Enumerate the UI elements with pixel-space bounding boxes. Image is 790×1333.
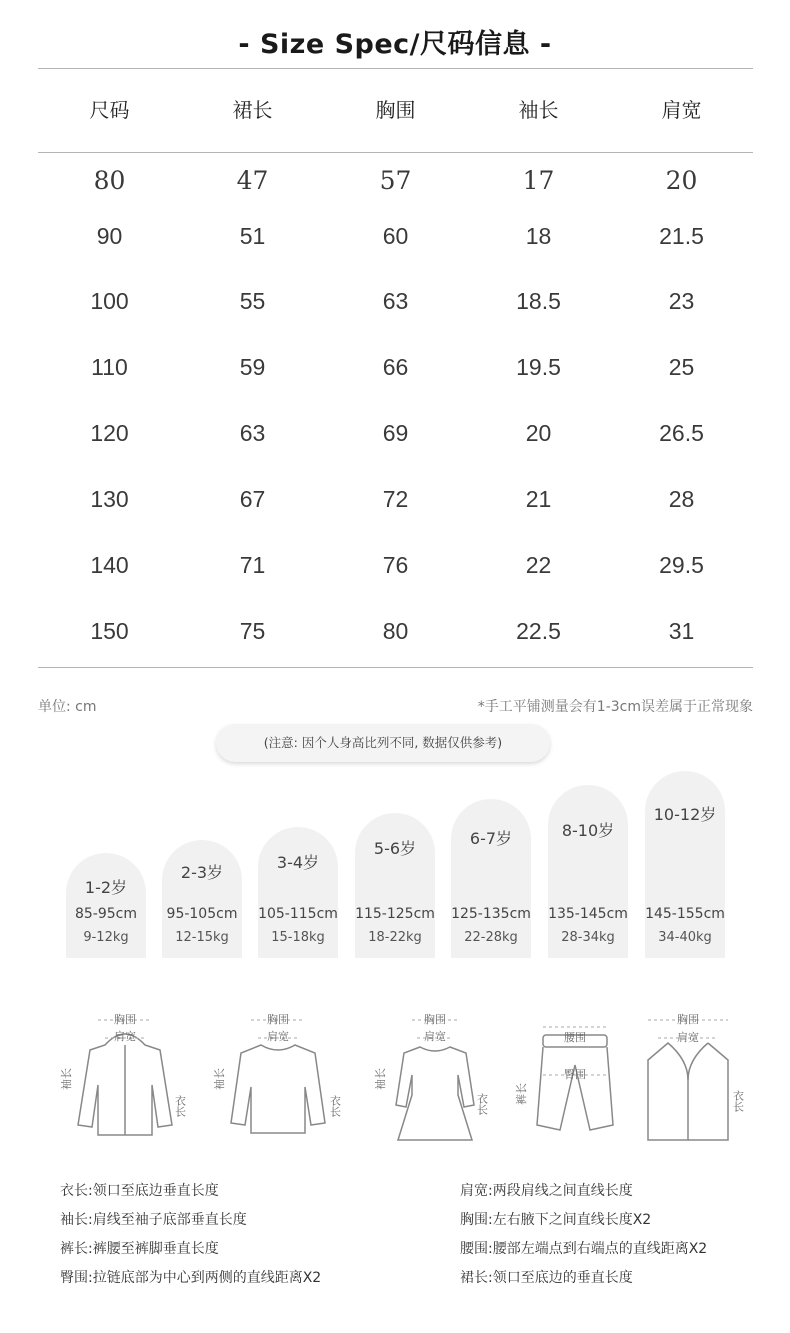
weight-range: 34-40kg [658, 930, 712, 945]
weight-range: 15-18kg [271, 930, 325, 945]
header-cell-size: 尺码 [89, 98, 130, 122]
table-cell: 100 [90, 288, 129, 314]
table-cell: 75 [239, 618, 266, 644]
height-range: 105-115cm [258, 906, 338, 922]
label-shoulder: 肩宽 [424, 1030, 446, 1043]
age-range-label: 10-12岁 [653, 805, 717, 824]
table-cell: 18 [525, 223, 552, 249]
header-cell-sleeve: 袖长 [518, 98, 559, 122]
age-range-label: 8-10岁 [561, 821, 615, 840]
notice-pill: (注意: 因个人身高比列不同, 数据仅供参考) [216, 724, 550, 762]
table-cell: 51 [239, 223, 266, 249]
table-cell: 23 [668, 288, 695, 314]
table-row [38, 223, 753, 250]
table-cell: 90 [96, 223, 123, 249]
table-row [38, 166, 753, 195]
table-cell: 31 [668, 618, 695, 644]
label-sleeve: 袖长 [374, 1068, 387, 1090]
definition-left-3: 裤长:裤腰至裤脚垂直长度 [60, 1241, 219, 1257]
age-range-label: 2-3岁 [180, 863, 224, 882]
table-row [38, 486, 753, 513]
jacket-diagram [60, 1005, 190, 1145]
tolerance-note: *手工平铺测量会有1-3cm误差属于正常现象 [477, 699, 753, 715]
table-cell: 26.5 [659, 420, 704, 446]
height-range: 125-135cm [451, 906, 531, 922]
label-chest: 胸围 [677, 1013, 699, 1026]
age-range-label: 5-6岁 [373, 839, 417, 858]
table-cell: 71 [239, 552, 266, 578]
table-cell: 72 [382, 486, 409, 512]
definition-right-3: 腰围:腰部左端点到右端点的直线距离X2 [460, 1241, 708, 1257]
header-cell-chest: 胸围 [375, 98, 416, 122]
definition-left-4: 臀围:拉链底部为中心到两侧的直线距离X2 [60, 1270, 322, 1286]
table-cell: 22 [525, 552, 552, 578]
height-range: 95-105cm [166, 906, 238, 922]
table-cell: 120 [90, 420, 129, 446]
table-row [38, 288, 753, 315]
table-cell: 55 [239, 288, 266, 314]
table-cell: 69 [382, 420, 409, 446]
height-range: 145-155cm [645, 906, 725, 922]
weight-range: 12-15kg [175, 930, 229, 945]
table-header [38, 94, 753, 123]
table-row [38, 618, 753, 645]
table-cell: 22.5 [516, 618, 561, 644]
weight-range: 18-22kg [368, 930, 422, 945]
weight-range: 28-34kg [561, 930, 615, 945]
height-range: 115-125cm [355, 906, 435, 922]
table-cell: 59 [239, 354, 266, 380]
table-cell: 80 [93, 166, 126, 195]
label-length: 衣长 [731, 1090, 745, 1112]
table-cell: 17 [522, 166, 555, 195]
dress-diagram [370, 1005, 500, 1145]
table-cell: 60 [382, 223, 409, 249]
definition-right-4: 裙长:领口至底边的垂直长度 [460, 1270, 633, 1286]
table-cell: 25 [668, 354, 695, 380]
table-cell: 150 [90, 618, 129, 644]
weight-range: 22-28kg [464, 930, 518, 945]
definition-right-1: 肩宽:两段肩线之间直线长度 [460, 1183, 633, 1199]
age-range-label: 1-2岁 [84, 878, 128, 897]
table-cell: 47 [236, 166, 269, 195]
table-cell: 21 [525, 486, 552, 512]
table-cell: 29.5 [659, 552, 704, 578]
label-length: 衣长 [475, 1093, 489, 1115]
age-range-label: 3-4岁 [276, 853, 320, 872]
definition-left-2: 袖长:肩线至袖子底部垂直长度 [60, 1212, 247, 1228]
table-cell: 76 [382, 552, 409, 578]
label-chest: 胸围 [424, 1013, 446, 1026]
table-cell: 110 [91, 354, 128, 380]
label-length: 衣长 [173, 1095, 187, 1117]
table-cell: 63 [382, 288, 409, 314]
header-cell-shoulder: 肩宽 [661, 98, 702, 122]
label-sleeve: 袖长 [60, 1068, 73, 1090]
table-cell: 18.5 [516, 288, 561, 314]
label-hip: 臀围 [564, 1068, 586, 1081]
height-range: 135-145cm [548, 906, 628, 922]
table-cell: 19.5 [516, 354, 561, 380]
table-cell: 20 [665, 166, 698, 195]
label-shoulder: 肩宽 [267, 1030, 289, 1043]
table-cell: 66 [382, 354, 409, 380]
table-cell: 57 [379, 166, 412, 195]
pants-diagram [515, 1005, 645, 1145]
divider-header [38, 152, 753, 153]
table-row [38, 552, 753, 579]
table-cell: 28 [668, 486, 695, 512]
label-chest: 胸围 [267, 1013, 289, 1026]
definition-right-2: 胸围:左右腋下之间直线长度X2 [460, 1212, 652, 1228]
divider-bottom [38, 667, 753, 668]
vest-diagram [628, 1005, 758, 1145]
table-cell: 140 [90, 552, 129, 578]
table-cell: 21.5 [659, 223, 704, 249]
table-cell: 63 [239, 420, 266, 446]
table-row [38, 354, 753, 381]
weight-range: 9-12kg [83, 930, 129, 945]
label-waist: 腰围 [564, 1031, 586, 1044]
table-cell: 130 [90, 486, 129, 512]
table-cell: 67 [239, 486, 266, 512]
table-cell: 20 [525, 420, 552, 446]
age-range-label: 6-7岁 [469, 829, 513, 848]
table-cell: 80 [382, 618, 409, 644]
label-chest: 胸围 [114, 1013, 136, 1026]
label-length: 衣长 [328, 1095, 342, 1117]
unit-label: 单位: cm [38, 699, 97, 715]
table-row [38, 420, 753, 447]
page-title: - Size Spec/尺码信息 - [238, 29, 552, 60]
label-shoulder: 肩宽 [114, 1030, 136, 1043]
height-range: 85-95cm [74, 906, 137, 922]
divider-top [38, 68, 753, 69]
sweatshirt-diagram [213, 1005, 343, 1145]
definition-left-1: 衣长:领口至底边垂直长度 [60, 1183, 219, 1199]
header-cell-skirt-length: 裙长 [232, 98, 273, 122]
label-shoulder: 肩宽 [677, 1031, 699, 1044]
label-pants-length: 裤长 [515, 1083, 528, 1105]
label-sleeve: 袖长 [213, 1068, 226, 1090]
